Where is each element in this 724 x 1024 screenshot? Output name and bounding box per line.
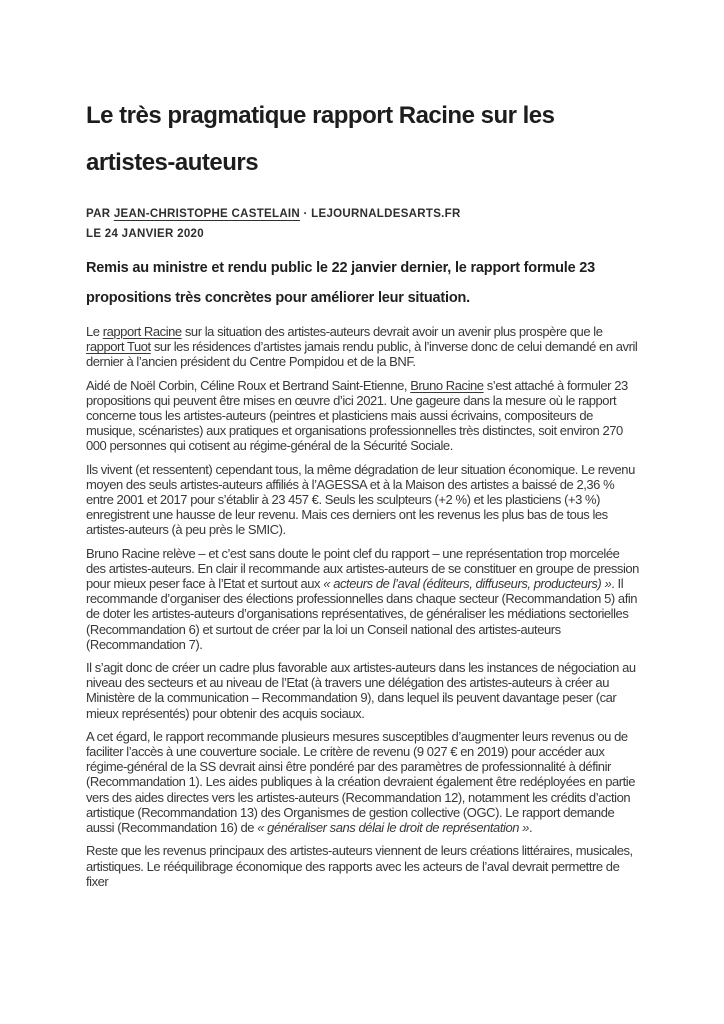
article-paragraph: [86, 546, 639, 652]
text-run: sur les résidences d’artistes jamais rendu public, à l’inverse donc de celui demandé en avril dernier à l’ancien président du Centre Pompidou et de la BNF.: [86, 339, 638, 370]
text-run: s’est attaché à formuler 23 propositions qui peuvent être mises en œuvre d’ici 2021. Une gageure dans la mesure où le rapport concerne tous les artistes-auteurs (peintres et plasticiens mais aussi écrivains, compositeurs de musique, scénaristes) aux pratiques et organisations professionnelles très distinctes, soit environ 270 000 personnes qui cotisent au régime-général de la Sécurité Sociale.: [86, 377, 628, 454]
text-run: Reste que les revenus principaux des artistes-auteurs viennent de leurs créations littéraires, musicales, artistiques. Le rééquilibrage économique des rapports avec les acteurs de l’aval devrait permettre de fixer: [86, 843, 633, 889]
article-lead: Remis au ministre et rendu public le 22 janvier dernier, le rapport formule 23 propositions très concrètes pour améliorer leur situation.: [86, 260, 595, 306]
article-paragraph: [86, 378, 639, 454]
text-run: sur la situation des artistes-auteurs devrait avoir un avenir plus prospère que le: [181, 324, 603, 339]
text-run: .: [528, 820, 533, 836]
text-run: Le: [86, 324, 103, 339]
article-date: LE 24 JANVIER 2020: [86, 228, 204, 240]
article-paragraph: [86, 660, 639, 721]
link-bruno-racine[interactable]: Bruno Racine: [410, 377, 484, 393]
link-rapport-racine[interactable]: rapport Racine: [102, 324, 182, 339]
article-paragraph: [86, 843, 639, 889]
text-run: Aidé de Noël Corbin, Céline Roux et Bertrand Saint-Etienne,: [86, 377, 411, 393]
text-run: Ils vivent (et ressentent) cependant tous, la même dégradation de leur situation économique. Le revenu moyen des seuls artistes-auteurs affiliés à l’AGESSA et à la Maison des artistes a baissé de 2,36 % entre 2001 et 2017 pour s’établir à 23 457 €. Seuls les sculpteurs (+2 %) et les plasticiens (+3 %) enregistrent une hausse de leur revenu. Mais ces derniers ont les revenus les plus bas de tous les artistes-auteurs (à peu près le SMIC).: [86, 461, 635, 538]
article-paragraph: [86, 462, 639, 538]
byline: [86, 204, 639, 244]
byline-separator: ·: [300, 208, 312, 220]
byline-line: [86, 204, 639, 224]
byline-prefix: PAR: [86, 208, 114, 220]
text-run: Il s’agit donc de créer un cadre plus favorable aux artistes-auteurs dans les instances de négociation au niveau des secteurs et au niveau de l’Etat (à travers une délégation des artistes-auteurs à créer au Ministère de la communication – Recommandation 9), dans lequel ils peuvent davantage peser (car mieux représentés) pour obtenir des acquis sociaux.: [86, 660, 636, 721]
byline-source: LEJOURNALDESARTS.FR: [311, 208, 461, 220]
article-paragraph: [86, 324, 639, 370]
text-run: Bruno Racine relève – et c’est sans doute le point clef du rapport – une représentation trop morcelée des artistes-auteurs. En clair il recommande aux artistes-auteurs de se constituer en groupe de pression pour mieux peser face à l’Etat et surtout aux: [86, 545, 639, 592]
article-paragraph: [86, 729, 639, 835]
byline-author-link[interactable]: JEAN-CHRISTOPHE CASTELAIN: [113, 208, 301, 220]
link-rapport-tuot[interactable]: rapport Tuot: [86, 339, 151, 355]
article-body: [86, 324, 639, 889]
text-run: « acteurs de l’aval (éditeurs, diffuseurs, producteurs) »: [323, 576, 612, 592]
text-run: « généraliser sans délai le droit de représentation »: [257, 820, 529, 836]
page-title: Le très pragmatique rapport Racine sur les artistes-auteurs: [86, 102, 555, 176]
text-run: . Il recommande d’organiser des élections professionnelles dans chaque secteur (Recommandation 5) afin de doter les artistes-auteurs d’organisations représentatives, de généraliser les médiations sectorielles (Recommandation 6) et surtout de créer par la loi un Conseil national des artistes-auteurs (Recommandation 7).: [86, 576, 638, 652]
text-run: A cet égard, le rapport recommande plusieurs mesures susceptibles d’augmenter leurs revenus ou de faciliter l’accès à une couverture sociale. Le critère de revenu (9 027 € en 2019) pour accéder aux régime-général de la SS devrait ainsi être pondéré par des paramètres de professionnalité à définir (Recommandation 1). Les aides publiques à la création devraient également être redéployées en partie vers des aides directes vers les artistes-auteurs (Recommandation 12), notamment les crédits d’action artistique (Recommandation 13) des Organismes de gestion collective (OGC). Le rapport demande aussi (Recommandation 16) de: [86, 728, 636, 836]
